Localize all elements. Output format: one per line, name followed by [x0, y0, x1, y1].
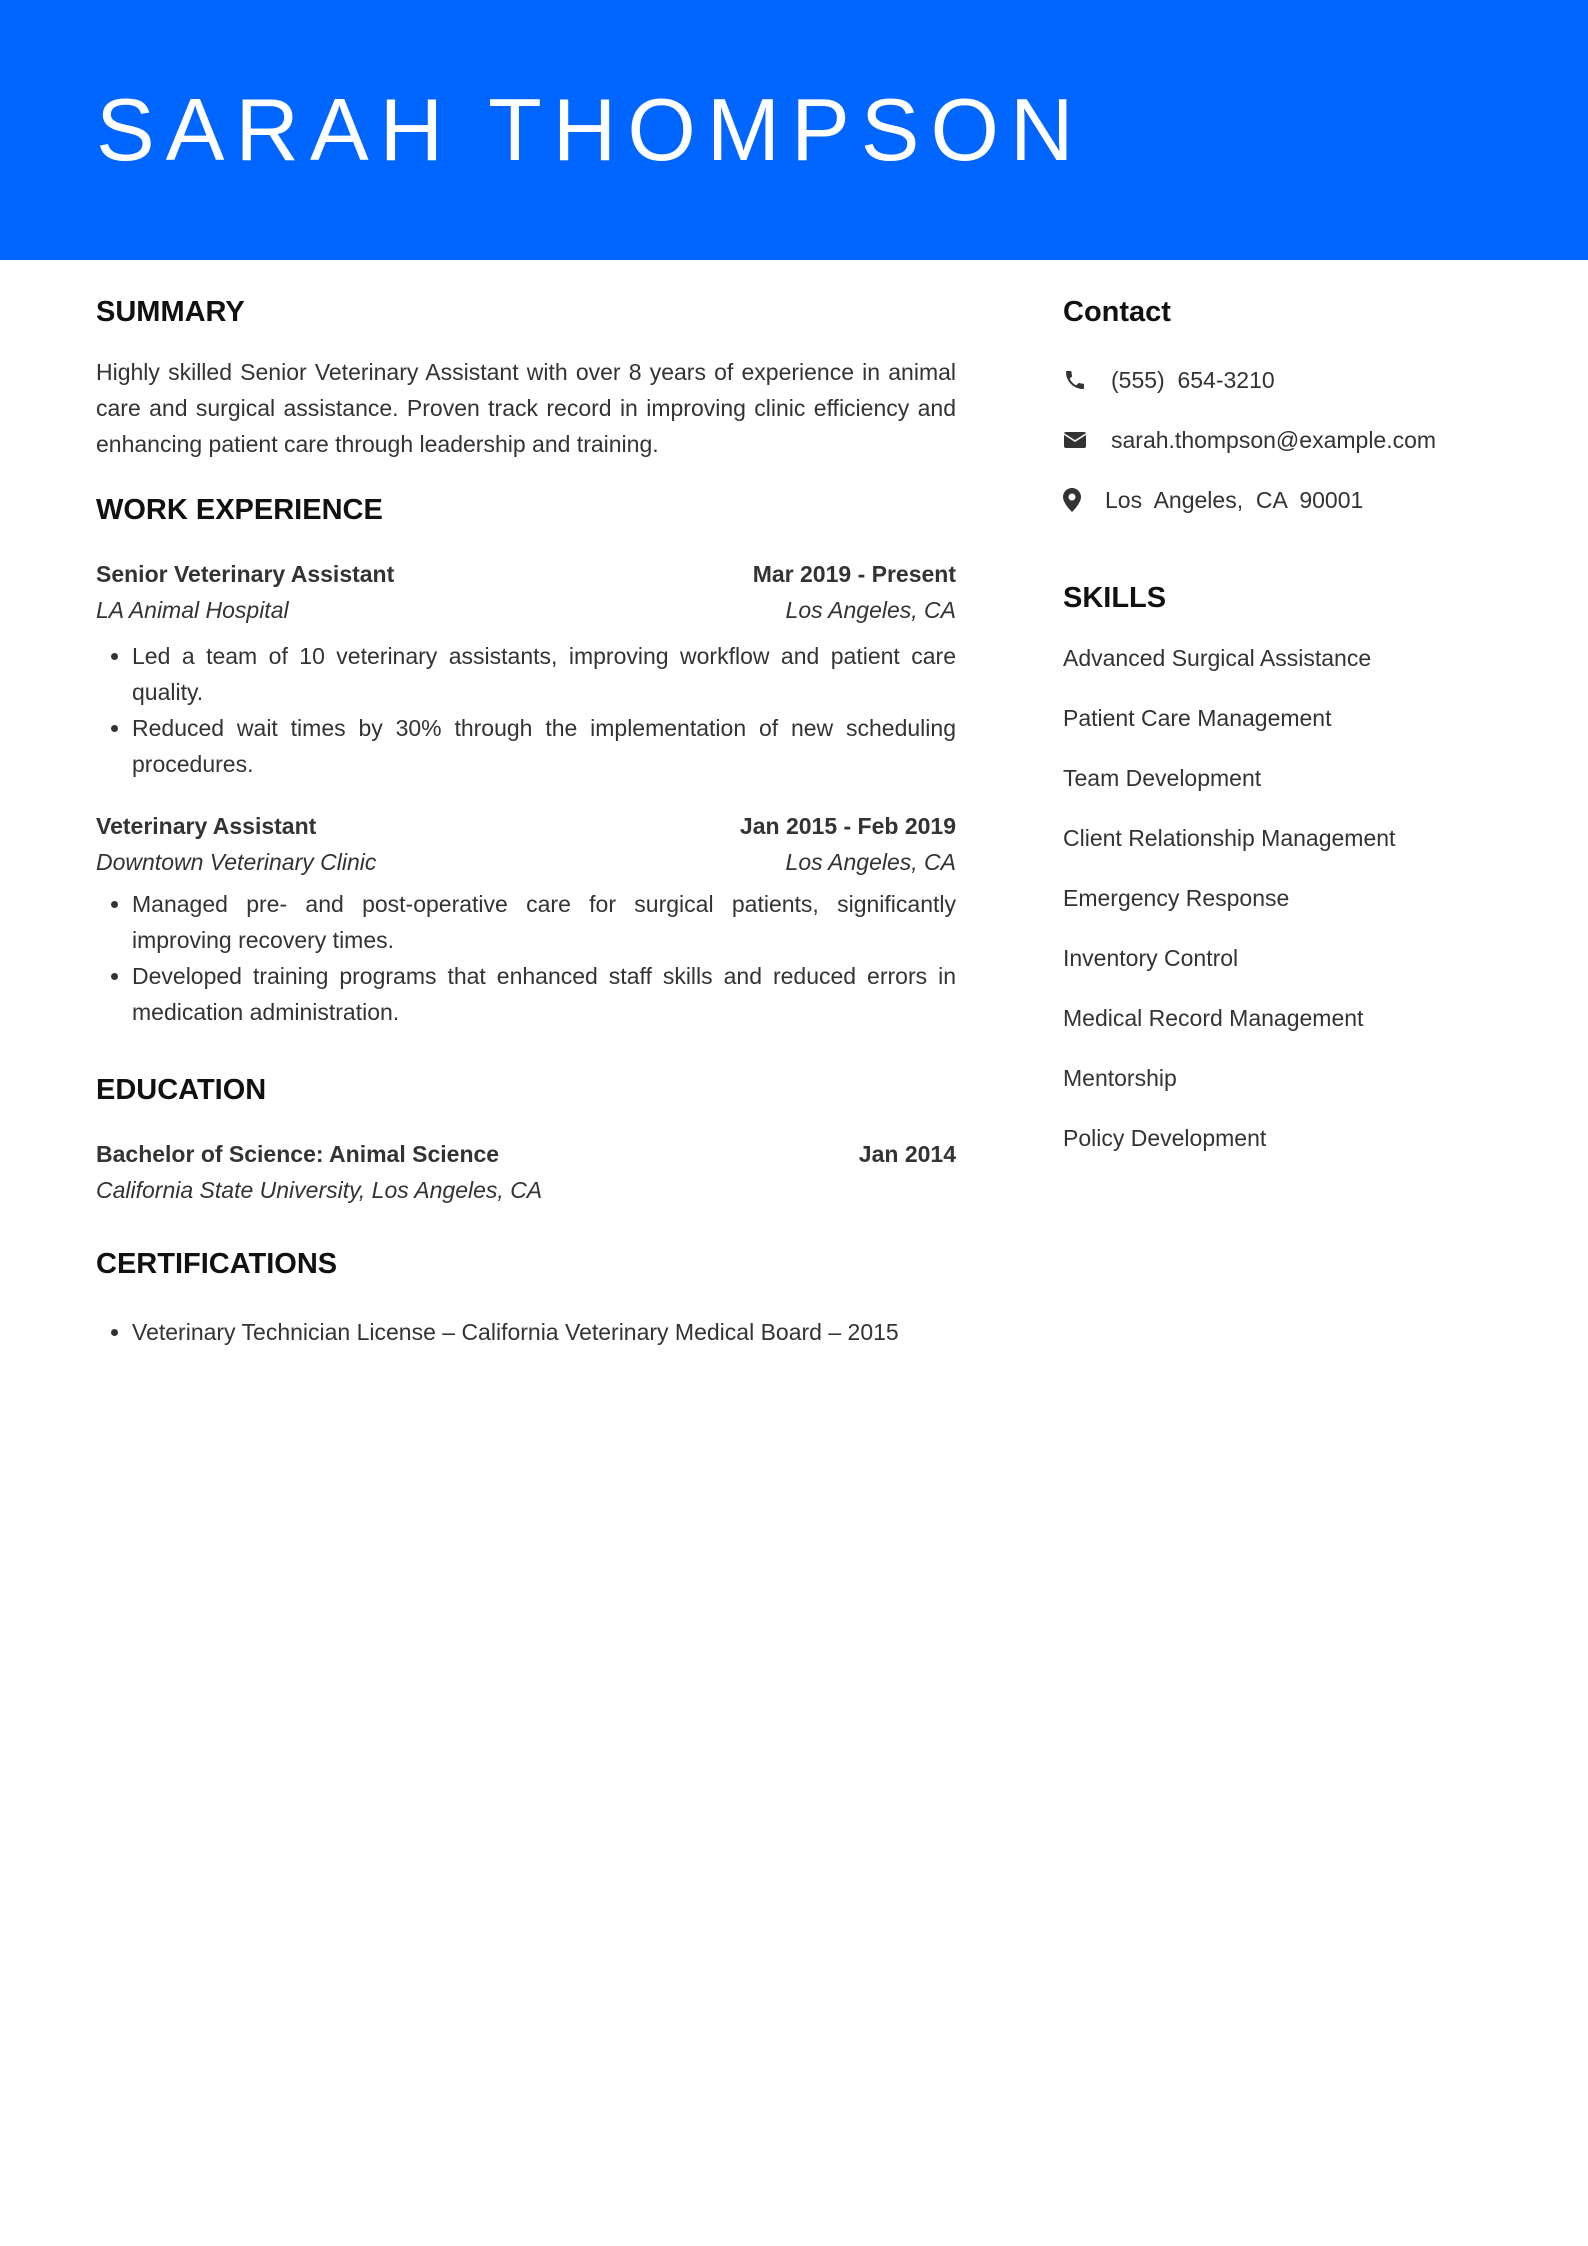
contact-section — [1063, 292, 1523, 518]
skill-item: Medical Record Management — [1063, 1005, 1364, 1031]
skills-list — [1063, 640, 1523, 1180]
education-heading: EDUCATION — [96, 1074, 267, 1106]
phone-icon — [1063, 367, 1089, 393]
map-pin-icon — [1063, 487, 1089, 513]
degree: Bachelor of Science: Animal Science — [96, 1141, 500, 1167]
contact-phone — [1063, 362, 1523, 398]
education-section — [96, 1070, 956, 1208]
certifications-section — [96, 1244, 956, 1350]
education-date: Jan 2014 — [858, 1141, 956, 1167]
job-location: Los Angeles, CA — [785, 849, 956, 875]
job-bullets — [96, 886, 956, 1030]
contact-location — [1063, 482, 1523, 518]
summary-text: Highly skilled Senior Veterinary Assistant with over 8 years of experience in animal care and surgical assistance. Proven track record in improving clinic efficiency and enhancing patient care through leadership and training. — [96, 359, 956, 457]
work-experience-heading: WORK EXPERIENCE — [96, 494, 383, 526]
job-bullet: • Led a team of 10 veterinary assistants, improving workflow and patient care quality. — [132, 638, 956, 710]
skill-item: Mentorship — [1063, 1065, 1177, 1091]
certification-list — [96, 1314, 956, 1350]
location-text: Los Angeles, CA 90001 — [1105, 487, 1364, 513]
certification-item: • Veterinary Technician License – California Veterinary Medical Board – 2015 — [132, 1314, 956, 1350]
skills-section — [1063, 578, 1523, 1180]
job-bullet: • Developed training programs that enhanced staff skills and reduced errors in medication administration. — [132, 958, 956, 1030]
summary-section — [96, 292, 956, 462]
skill-item: Inventory Control — [1063, 945, 1239, 971]
envelope-icon — [1063, 427, 1089, 453]
candidate-name: SARAH THOMPSON — [96, 80, 1085, 179]
skill-item: Client Relationship Management — [1063, 825, 1396, 851]
job-bullet: • Managed pre- and post-operative care for surgical patients, significantly improving recovery times. — [132, 886, 956, 958]
contact-email — [1063, 422, 1523, 458]
sidebar-column — [1063, 292, 1523, 1180]
job-location: Los Angeles, CA — [785, 597, 956, 623]
certifications-heading: CERTIFICATIONS — [96, 1248, 338, 1280]
job-dates: Jan 2015 - Feb 2019 — [739, 813, 956, 839]
summary-heading: SUMMARY — [96, 296, 245, 328]
contact-heading: Contact — [1063, 296, 1171, 328]
skills-heading: SKILLS — [1063, 582, 1167, 614]
job-entry — [96, 556, 956, 782]
job-role: Senior Veterinary Assistant — [96, 561, 395, 587]
job-bullets — [96, 638, 956, 782]
job-role: Veterinary Assistant — [96, 813, 317, 839]
header-banner — [0, 0, 1588, 260]
skill-item: Team Development — [1063, 765, 1262, 791]
job-bullet: • Reduced wait times by 30% through the implementation of new scheduling procedures. — [132, 710, 956, 782]
skill-item: Advanced Surgical Assistance — [1063, 645, 1372, 671]
job-entry — [96, 808, 956, 1030]
email-address[interactable]: sarah.thompson@example.com — [1111, 427, 1437, 453]
work-experience-section — [96, 490, 956, 1030]
job-company: Downtown Veterinary Clinic — [96, 849, 377, 875]
phone-number[interactable]: (555) 654-3210 — [1111, 367, 1275, 393]
school: California State University, Los Angeles, CA — [96, 1177, 543, 1203]
skill-item: Emergency Response — [1063, 885, 1290, 911]
skill-item: Patient Care Management — [1063, 705, 1332, 731]
job-company: LA Animal Hospital — [96, 597, 289, 623]
skill-item: Policy Development — [1063, 1125, 1267, 1151]
main-column — [96, 292, 956, 1350]
job-dates: Mar 2019 - Present — [752, 561, 956, 587]
